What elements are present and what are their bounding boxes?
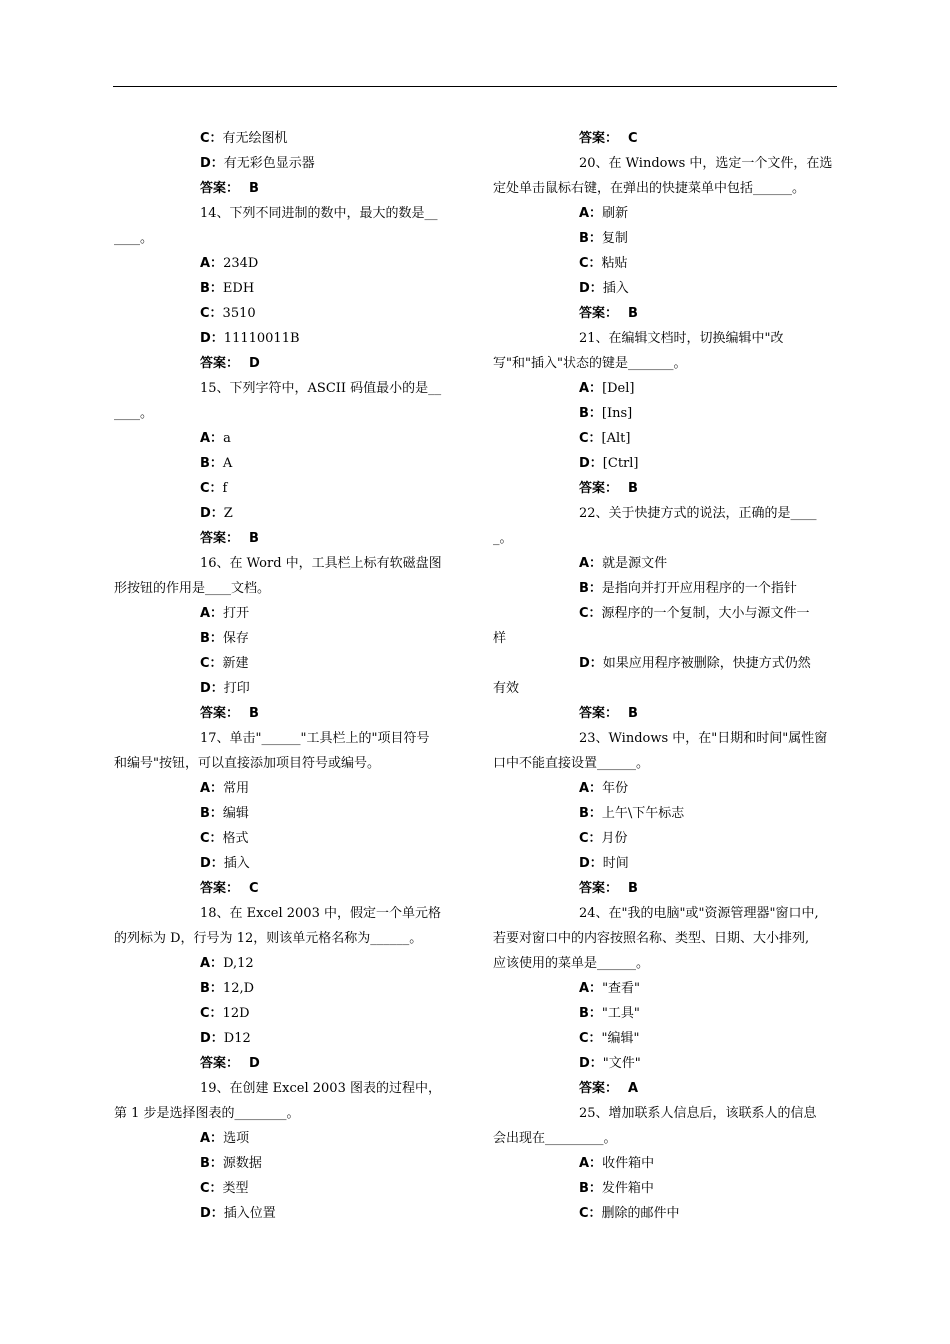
option-letter: B： — [579, 581, 602, 596]
answer-label: 答案： — [579, 306, 619, 321]
option-line — [114, 801, 461, 826]
question-continuation: 定处单击鼠标右键，在弹出的快捷菜单中包括______。 — [493, 181, 806, 196]
option-text: 是指向并打开应用程序的一个指针 — [601, 581, 797, 596]
option-line — [114, 326, 461, 351]
option-letter: C： — [579, 1031, 602, 1046]
option-line — [493, 851, 840, 876]
answer-value: D — [249, 1056, 260, 1071]
option-line — [493, 1051, 840, 1076]
option-line — [114, 1151, 461, 1176]
option-line — [493, 251, 840, 276]
option-line — [114, 851, 461, 876]
option-line — [114, 251, 461, 276]
answer-value: B — [249, 706, 259, 721]
option-line — [493, 1176, 840, 1201]
question-continuation: _。 — [493, 531, 513, 546]
option-line — [114, 301, 461, 326]
option-line — [114, 426, 461, 451]
option-text: 打开 — [223, 606, 250, 621]
answer-label: 答案： — [579, 881, 619, 896]
option-text: "工具" — [601, 1006, 640, 1021]
option-text: 收件箱中 — [602, 1156, 655, 1171]
option-line — [493, 576, 840, 601]
option-text: 3510 — [222, 306, 256, 321]
option-line — [493, 1001, 840, 1026]
question-line: 18、在 Excel 2003 中，假定一个单元格 — [200, 906, 441, 921]
option-text: 发件箱中 — [601, 1181, 654, 1196]
option-letter: B： — [579, 1006, 602, 1021]
option-line — [493, 776, 840, 801]
option-line — [114, 776, 461, 801]
question-line: 22、关于快捷方式的说法，正确的是____ — [579, 506, 817, 521]
question-continuation: 第 1 步是选择图表的________。 — [114, 1106, 300, 1121]
answer-value: C — [249, 881, 259, 896]
option-text: 编辑 — [222, 806, 249, 821]
option-letter: A： — [579, 781, 603, 796]
option-line — [493, 801, 840, 826]
option-letter: B： — [200, 456, 223, 471]
option-text: [Del] — [602, 381, 635, 396]
answer-line — [114, 1051, 461, 1076]
answer-label: 答案： — [579, 1081, 619, 1096]
answer-value: B — [249, 531, 259, 546]
option-text: 格式 — [222, 831, 249, 846]
option-line — [493, 426, 840, 451]
answer-line — [114, 176, 461, 201]
option-letter: B： — [200, 281, 223, 296]
option-line — [114, 676, 461, 701]
option-letter: A： — [200, 431, 224, 446]
question-line: 15、下列字符中，ASCII 码值最小的是__ — [200, 381, 442, 396]
option-letter: D： — [200, 506, 224, 521]
option-letter: B： — [200, 981, 223, 996]
option-line — [114, 1201, 461, 1226]
option-text: 刷新 — [602, 206, 629, 221]
option-letter: D： — [200, 1031, 224, 1046]
answer-value: D — [249, 356, 260, 371]
option-letter: D： — [200, 1206, 224, 1221]
option-letter: D： — [200, 856, 224, 871]
option-text: f — [222, 481, 228, 496]
answer-line — [493, 876, 840, 901]
question-continuation: 有效 — [493, 681, 520, 696]
question-continuation: 样 — [493, 631, 507, 646]
option-text: 源程序的一个复制，大小与源文件一 — [601, 606, 810, 621]
answer-value: B — [249, 181, 259, 196]
option-text: 有无彩色显示器 — [223, 156, 315, 171]
option-text: a — [223, 431, 231, 446]
question-line: 19、在创建 Excel 2003 图表的过程中， — [200, 1081, 441, 1096]
question-line: 25、增加联系人信息后，该联系人的信息 — [579, 1106, 817, 1121]
option-letter: A： — [200, 1131, 224, 1146]
option-letter: D： — [579, 1056, 603, 1071]
option-text: 打印 — [223, 681, 250, 696]
option-letter: A： — [579, 1156, 603, 1171]
answer-label: 答案： — [200, 1056, 240, 1071]
answer-value: B — [628, 481, 638, 496]
option-line — [493, 401, 840, 426]
option-line — [114, 1026, 461, 1051]
option-line — [114, 1176, 461, 1201]
question-line: 23、Windows 中，在"日期和时间"属性窗 — [579, 731, 828, 746]
answer-line — [493, 476, 840, 501]
option-letter: D： — [579, 656, 603, 671]
option-letter: A： — [579, 556, 603, 571]
option-text: [Alt] — [601, 431, 631, 446]
option-line — [493, 826, 840, 851]
option-text: 粘贴 — [601, 256, 628, 271]
option-letter: B： — [200, 631, 223, 646]
answer-value: B — [628, 881, 638, 896]
option-letter: A： — [200, 956, 224, 971]
option-letter: A： — [200, 781, 224, 796]
option-letter: A： — [200, 606, 224, 621]
right-column — [493, 126, 840, 1226]
answer-line — [493, 1076, 840, 1101]
option-letter: C： — [200, 306, 223, 321]
option-letter: C： — [579, 431, 602, 446]
option-letter: D： — [579, 456, 603, 471]
option-line — [114, 1126, 461, 1151]
option-text: 插入 — [223, 856, 250, 871]
answer-line — [114, 876, 461, 901]
answer-line — [493, 301, 840, 326]
option-letter: C： — [200, 1181, 223, 1196]
option-letter: D： — [579, 856, 603, 871]
option-line — [493, 226, 840, 251]
question-line: 16、在 Word 中，工具栏上标有软磁盘图 — [200, 556, 442, 571]
answer-value: A — [628, 1081, 639, 1096]
option-line — [114, 476, 461, 501]
option-line — [114, 651, 461, 676]
option-line — [493, 1201, 840, 1226]
option-text: 11110011B — [223, 331, 300, 346]
option-line — [114, 501, 461, 526]
answer-label: 答案： — [200, 531, 240, 546]
left-column — [114, 126, 461, 1226]
question-continuation: ____。 — [114, 406, 154, 421]
option-line — [114, 826, 461, 851]
question-line: 17、单击"______"工具栏上的"项目符号 — [200, 731, 430, 746]
header-rule — [113, 86, 837, 87]
option-line — [493, 201, 840, 226]
option-text: "编辑" — [601, 1031, 640, 1046]
option-letter: A： — [579, 981, 603, 996]
answer-value: B — [628, 706, 638, 721]
option-text: 就是源文件 — [602, 556, 668, 571]
option-letter: A： — [200, 256, 224, 271]
option-text: [Ctrl] — [602, 456, 639, 471]
option-text: 234D — [223, 256, 259, 271]
option-letter: C： — [579, 256, 602, 271]
question-line: 21、在编辑文档时，切换编辑中"改 — [579, 331, 784, 346]
option-letter: C： — [200, 131, 223, 146]
option-line — [493, 601, 840, 626]
option-line — [493, 1151, 840, 1176]
option-text: 12,D — [222, 981, 255, 996]
question-continuation: 应该使用的菜单是______。 — [493, 956, 650, 971]
option-text: 上午\下午标志 — [601, 806, 685, 821]
option-letter: B： — [579, 231, 602, 246]
option-line — [493, 376, 840, 401]
option-text: Z — [223, 506, 233, 521]
option-letter: B： — [579, 806, 602, 821]
option-letter: A： — [579, 381, 603, 396]
option-text: D12 — [223, 1031, 251, 1046]
question-line: 24、在"我的电脑"或"资源管理器"窗口中, — [579, 906, 819, 921]
option-text: 如果应用程序被删除，快捷方式仍然 — [602, 656, 811, 671]
option-letter: B： — [200, 1156, 223, 1171]
option-text: A — [222, 456, 233, 471]
answer-label: 答案： — [200, 356, 240, 371]
option-text: 源数据 — [222, 1156, 262, 1171]
answer-line — [493, 126, 840, 151]
option-letter: C： — [579, 1206, 602, 1221]
option-text: [Ins] — [601, 406, 633, 421]
option-letter: A： — [579, 206, 603, 221]
option-line — [493, 551, 840, 576]
option-letter: C： — [200, 481, 223, 496]
option-line — [493, 651, 840, 676]
answer-value: B — [628, 306, 638, 321]
option-line — [114, 151, 461, 176]
option-text: 月份 — [601, 831, 628, 846]
option-line — [493, 451, 840, 476]
answer-label: 答案： — [200, 706, 240, 721]
option-line — [493, 976, 840, 1001]
option-text: 选项 — [223, 1131, 250, 1146]
option-letter: B： — [579, 1181, 602, 1196]
option-text: 类型 — [222, 1181, 249, 1196]
answer-label: 答案： — [579, 706, 619, 721]
option-text: 插入 — [602, 281, 629, 296]
option-text: D,12 — [223, 956, 254, 971]
question-line: 20、在 Windows 中，选定一个文件，在选 — [579, 156, 833, 171]
answer-line — [114, 701, 461, 726]
option-letter: D： — [200, 331, 224, 346]
option-letter: C： — [579, 831, 602, 846]
option-line — [114, 276, 461, 301]
option-letter: B： — [579, 406, 602, 421]
question-continuation: ____。 — [114, 231, 154, 246]
question-continuation: 形按钮的作用是____文档。 — [114, 581, 271, 596]
option-text: 12D — [222, 1006, 250, 1021]
option-text: 删除的邮件中 — [601, 1206, 680, 1221]
answer-label: 答案： — [200, 181, 240, 196]
question-continuation: 会出现在_________。 — [493, 1131, 617, 1146]
option-line — [493, 276, 840, 301]
option-text: 常用 — [223, 781, 250, 796]
option-line — [114, 601, 461, 626]
option-text: 复制 — [601, 231, 628, 246]
option-letter: C： — [200, 656, 223, 671]
option-line — [114, 626, 461, 651]
option-text: 保存 — [222, 631, 249, 646]
option-text: "查看" — [602, 981, 641, 996]
option-line — [114, 451, 461, 476]
option-letter: C： — [579, 606, 602, 621]
option-text: 插入位置 — [223, 1206, 276, 1221]
option-line — [114, 126, 461, 151]
option-letter: D： — [579, 281, 603, 296]
option-line — [493, 1026, 840, 1051]
option-line — [114, 1001, 461, 1026]
answer-label: 答案： — [200, 881, 240, 896]
option-line — [114, 951, 461, 976]
question-line: 14、下列不同进制的数中，最大的数是__ — [200, 206, 438, 221]
option-text: 有无绘图机 — [222, 131, 288, 146]
answer-label: 答案： — [579, 131, 619, 146]
option-letter: D： — [200, 156, 224, 171]
question-continuation: 的列标为 D，行号为 12，则该单元格名称为______。 — [114, 931, 423, 946]
question-continuation: 若要对窗口中的内容按照名称、类型、日期、大小排列, — [493, 931, 810, 946]
option-text: "文件" — [602, 1056, 641, 1071]
option-letter: B： — [200, 806, 223, 821]
question-continuation: 和编号"按钮，可以直接添加项目符号或编号。 — [114, 756, 380, 771]
answer-line — [114, 526, 461, 551]
answer-label: 答案： — [579, 481, 619, 496]
option-text: 时间 — [602, 856, 629, 871]
option-letter: C： — [200, 1006, 223, 1021]
option-line — [114, 976, 461, 1001]
option-text: 新建 — [222, 656, 249, 671]
answer-line — [493, 701, 840, 726]
question-continuation: 口中不能直接设置______。 — [493, 756, 650, 771]
answer-value: C — [628, 131, 638, 146]
option-text: 年份 — [602, 781, 629, 796]
option-letter: D： — [200, 681, 224, 696]
answer-line — [114, 351, 461, 376]
option-text: EDH — [222, 281, 255, 296]
option-letter: C： — [200, 831, 223, 846]
question-continuation: 写"和"插入"状态的键是_______。 — [493, 356, 687, 371]
